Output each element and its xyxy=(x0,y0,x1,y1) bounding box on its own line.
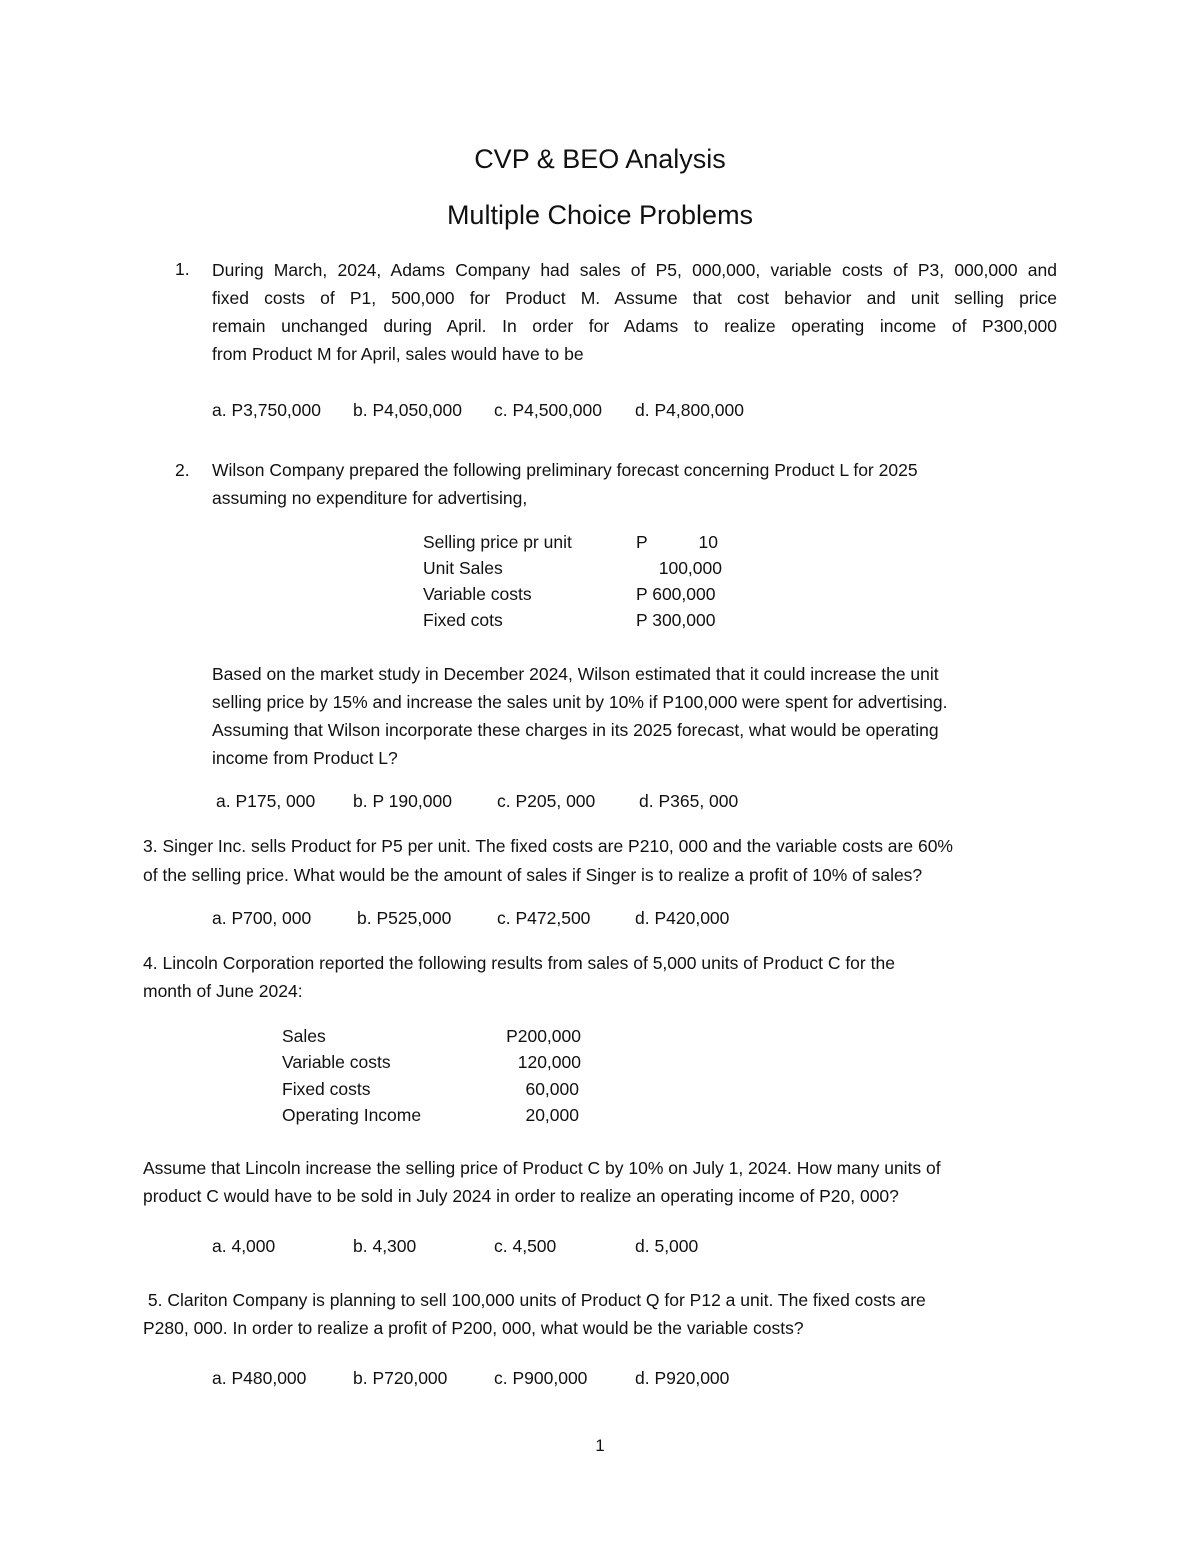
table-label: Variable costs xyxy=(282,1052,391,1072)
answer-option-c: c. P900,000 xyxy=(494,1368,588,1388)
answer-option-b: b. P4,050,000 xyxy=(353,400,462,420)
answer-option-a: a. P480,000 xyxy=(212,1368,307,1388)
question-text-line: product C would have to be sold in July 2024 in order to realize an operating income of P20, 000? xyxy=(143,1186,899,1206)
answer-option-a: a. P700, 000 xyxy=(212,908,312,928)
doc-subtitle: Multiple Choice Problems xyxy=(446,200,754,230)
question-text-line: income from Product L? xyxy=(212,748,398,768)
table-label: Selling price pr unit xyxy=(423,532,572,552)
table-label: Fixed costs xyxy=(282,1079,371,1099)
answer-option-d: d. P420,000 xyxy=(635,908,730,928)
table-prefix: P xyxy=(636,532,648,552)
answer-option-b: b. P 190,000 xyxy=(353,791,452,811)
answer-option-d: d. 5,000 xyxy=(635,1236,699,1256)
answer-option-d: d. P920,000 xyxy=(635,1368,730,1388)
answer-option-c: c. P205, 000 xyxy=(497,791,596,811)
answer-option-d: d. P365, 000 xyxy=(639,791,739,811)
table-value: P 600,000 xyxy=(636,584,716,604)
question-number: 1. xyxy=(175,259,190,279)
question-text-line: assuming no expenditure for advertising, xyxy=(212,488,528,508)
doc-title: CVP & BEO Analysis xyxy=(474,144,726,174)
table-label: Operating Income xyxy=(282,1105,422,1125)
question-number: 2. xyxy=(175,460,190,480)
answer-option-a: a. P175, 000 xyxy=(216,791,316,811)
question-text-line: remain unchanged during April. In order for Adams to realize operating income of P300,000 xyxy=(212,316,1057,336)
answer-option-a: a. 4,000 xyxy=(212,1236,276,1256)
table-value: 10 xyxy=(698,532,718,552)
table-label: Unit Sales xyxy=(423,558,503,578)
answer-option-b: b. 4,300 xyxy=(353,1236,417,1256)
table-label: Fixed cots xyxy=(423,610,503,630)
question-text-line: 4. Lincoln Corporation reported the following results from sales of 5,000 units of Product C for the xyxy=(143,953,895,973)
question-text-line: selling price by 15% and increase the sales unit by 10% if P100,000 were spent for advertising. xyxy=(212,692,948,712)
table-value: 20,000 xyxy=(525,1105,579,1125)
table-value: 120,000 xyxy=(517,1052,581,1072)
question-text-line: fixed costs of P1, 500,000 for Product M. Assume that cost behavior and unit selling price xyxy=(212,288,1057,308)
question-text-line: 3. Singer Inc. sells Product for P5 per unit. The fixed costs are P210, 000 and the variable costs are 60% xyxy=(143,836,953,856)
question-text-line: 5. Clariton Company is planning to sell 100,000 units of Product Q for P12 a unit. The fixed costs are xyxy=(143,1290,926,1310)
question-text-line: Based on the market study in December 2024, Wilson estimated that it could increase the unit xyxy=(212,664,939,684)
table-value: P200,000 xyxy=(506,1026,581,1046)
question-text-line: month of June 2024: xyxy=(143,981,303,1001)
question-text-line: Assuming that Wilson incorporate these charges in its 2025 forecast, what would be operating xyxy=(212,720,939,740)
table-value: 100,000 xyxy=(658,558,722,578)
table-label: Sales xyxy=(282,1026,326,1046)
question-text-line: from Product M for April, sales would have to be xyxy=(212,344,584,364)
answer-option-d: d. P4,800,000 xyxy=(635,400,744,420)
table-label: Variable costs xyxy=(423,584,532,604)
answer-option-c: c. P4,500,000 xyxy=(494,400,602,420)
answer-option-b: b. P525,000 xyxy=(357,908,452,928)
question-text-line: During March, 2024, Adams Company had sales of P5, 000,000, variable costs of P3, 000,000 and xyxy=(212,260,1057,280)
question-text-line: of the selling price. What would be the amount of sales if Singer is to realize a profit of 10% of sales? xyxy=(143,865,923,885)
question-text-line: Assume that Lincoln increase the selling price of Product C by 10% on July 1, 2024. How many units of xyxy=(143,1158,941,1178)
page-number: 1 xyxy=(595,1436,605,1455)
question-text-line: Wilson Company prepared the following preliminary forecast concerning Product L for 2025 xyxy=(212,460,918,480)
answer-option-c: c. P472,500 xyxy=(497,908,591,928)
answer-option-a: a. P3,750,000 xyxy=(212,400,321,420)
table-value: P 300,000 xyxy=(636,610,716,630)
answer-option-c: c. 4,500 xyxy=(494,1236,557,1256)
answer-option-b: b. P720,000 xyxy=(353,1368,448,1388)
question-text-line: P280, 000. In order to realize a profit of P200, 000, what would be the variable costs? xyxy=(143,1318,804,1338)
table-value: 60,000 xyxy=(525,1079,579,1099)
